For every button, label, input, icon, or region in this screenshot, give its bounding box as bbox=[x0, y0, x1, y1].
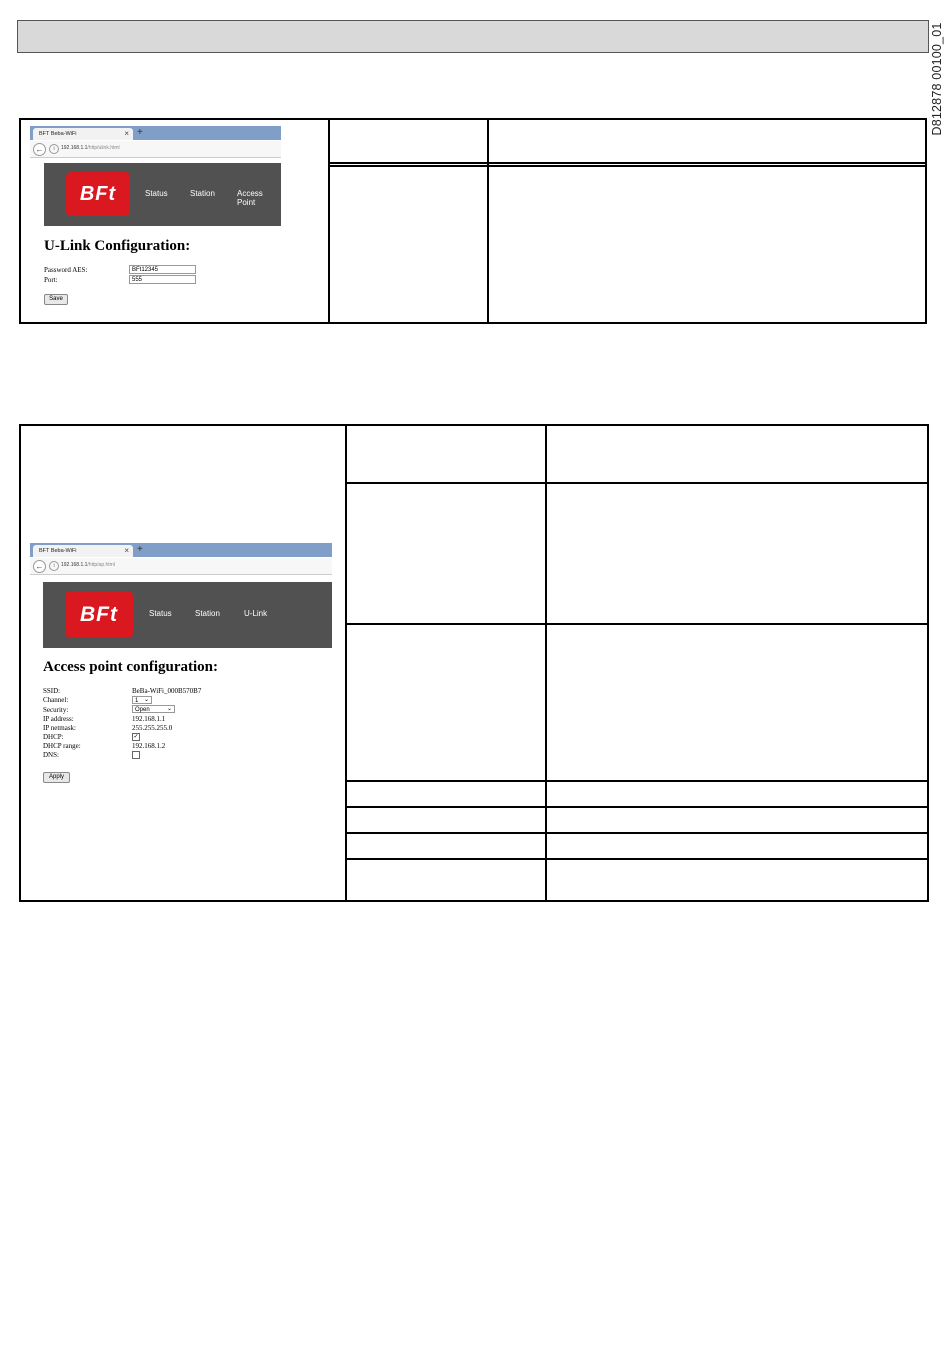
browser-tab[interactable]: BFT Beba-WiFi × bbox=[33, 128, 133, 140]
table-divider bbox=[345, 858, 929, 860]
channel-select[interactable]: 1 ⌄ bbox=[132, 696, 152, 704]
bft-logo: BFt bbox=[66, 172, 130, 216]
ip-address-value: 192.168.1.1 bbox=[132, 715, 166, 723]
ssid-value: BeBa-WiFi_000B570B7 bbox=[132, 687, 202, 695]
close-icon[interactable]: × bbox=[124, 129, 129, 138]
channel-label: Channel: bbox=[43, 696, 69, 704]
page-title: U-Link Configuration: bbox=[44, 238, 191, 254]
url-text: 192.168.1.1/http/ap.html bbox=[61, 562, 115, 568]
chevron-down-icon: ⌄ bbox=[166, 706, 172, 712]
security-select[interactable]: Open ⌄ bbox=[132, 705, 175, 713]
browser-tab-strip bbox=[30, 126, 281, 140]
dhcp-label: DHCP: bbox=[43, 733, 64, 741]
plus-icon[interactable]: + bbox=[137, 544, 143, 555]
table-divider bbox=[345, 832, 929, 834]
info-icon[interactable]: i bbox=[49, 561, 59, 571]
password-field[interactable]: BFt12345 bbox=[129, 265, 196, 274]
site-nav-bar bbox=[44, 163, 281, 226]
dhcp-range-value: 192.168.1.2 bbox=[132, 742, 166, 750]
ssid-label: SSID: bbox=[43, 687, 61, 695]
document-code: D812878 00100_01 bbox=[930, 22, 944, 136]
section-header-bar bbox=[17, 20, 929, 53]
chevron-down-icon: ⌄ bbox=[143, 697, 149, 703]
ip-address-label: IP address: bbox=[43, 715, 74, 723]
port-label: Port: bbox=[44, 276, 58, 284]
ap-browser-screenshot bbox=[30, 543, 332, 811]
ip-netmask-label: IP netmask: bbox=[43, 724, 76, 732]
dns-label: DNS: bbox=[43, 751, 59, 759]
nav-link-status[interactable]: Status bbox=[149, 609, 172, 618]
port-field[interactable]: 555 bbox=[129, 275, 196, 284]
table-divider bbox=[345, 623, 929, 625]
table-divider bbox=[328, 118, 330, 324]
table-divider bbox=[487, 118, 489, 324]
dhcp-range-label: DHCP range: bbox=[43, 742, 81, 750]
nav-link-status[interactable]: Status bbox=[145, 189, 168, 198]
address-bar[interactable] bbox=[30, 558, 332, 575]
url-text: 192.168.1.1/http/ulink.html bbox=[61, 145, 120, 151]
table-divider bbox=[328, 165, 927, 167]
ulink-browser-screenshot bbox=[30, 126, 281, 318]
nav-link-station[interactable]: Station bbox=[190, 189, 215, 198]
address-bar[interactable] bbox=[30, 141, 281, 158]
page-title: Access point configuration: bbox=[43, 659, 218, 675]
site-nav-bar bbox=[43, 582, 332, 648]
nav-link-access-point[interactable]: Access Point bbox=[237, 189, 263, 207]
table-divider bbox=[345, 482, 929, 484]
security-label: Security: bbox=[43, 706, 69, 714]
password-label: Password AES: bbox=[44, 266, 88, 274]
ip-netmask-value: 255.255.255.0 bbox=[132, 724, 173, 732]
save-button[interactable]: Save bbox=[44, 294, 68, 305]
table-divider bbox=[345, 424, 347, 902]
table-divider bbox=[328, 162, 927, 164]
info-icon[interactable]: i bbox=[49, 144, 59, 154]
dhcp-checkbox[interactable] bbox=[132, 733, 140, 741]
checkmark-icon: ✓ bbox=[133, 734, 139, 740]
bft-logo: BFt bbox=[65, 591, 133, 638]
table-divider bbox=[345, 806, 929, 808]
arrow-left-icon[interactable]: ← bbox=[33, 560, 46, 573]
nav-link-station[interactable]: Station bbox=[195, 609, 220, 618]
plus-icon[interactable]: + bbox=[137, 127, 143, 138]
arrow-left-icon[interactable]: ← bbox=[33, 143, 46, 156]
browser-tab[interactable]: BFT Beba-WiFi × bbox=[33, 545, 133, 557]
close-icon[interactable]: × bbox=[124, 546, 129, 555]
dns-checkbox[interactable] bbox=[132, 751, 140, 759]
table-divider bbox=[545, 424, 547, 902]
apply-button[interactable]: Apply bbox=[43, 772, 70, 783]
browser-tab-strip bbox=[30, 543, 332, 557]
nav-link-u-link[interactable]: U-Link bbox=[244, 609, 268, 618]
table-divider bbox=[345, 780, 929, 782]
